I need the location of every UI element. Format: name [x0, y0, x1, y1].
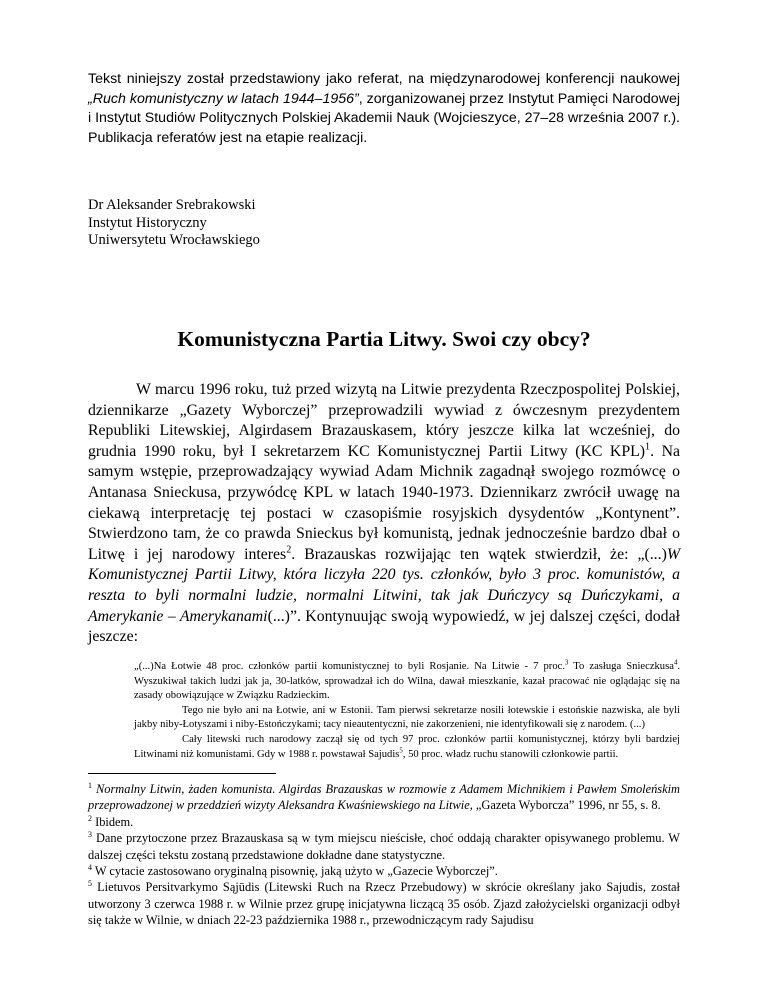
footnote-3-text: Dane przytoczone przez Brazauskasa są w tym miejscu nieścisłe, choć oddają charakter opisywanego problemu. W dalszej części tekstu zostaną przedstawione dokładne dane statystyczne.: [88, 831, 680, 862]
quote-text-1c: . Wyszukiwał takich ludzi jak ja, 30-latków, sprowadzał ich do Wilna, dawał mieszkanie, kazał pracować nie oglądając się na zasady obowiązujące w Związku Radzieckim.: [134, 661, 680, 702]
body-text-1: W marcu 1996 roku, tuż przed wizytą na Litwie prezydenta Rzeczpospolitej Polskiej, dziennikarze „Gazety Wyborczej” przeprowadzili wywiad z ówczesnym prezydentem Republiki Litewskiej, Algirdasem Brazauskasem, który jeszcze kilka lat wcześniej, do grudnia 1990 roku, był I sekretarzem KC Komunistycznej Partii Litwy (KC KPL): [88, 381, 680, 460]
footnote-number: 2: [88, 813, 92, 823]
author-block: [88, 197, 260, 250]
body-quote-italic: W Komunistycznej Partii Litwy, która liczyła 220 tys. członków, było 3 proc. komunistów, a reszta to byli normalni ludzie, normalni Litwini, tak jak Duńczycy są Duńczykami, a Amerykanie – Amerykanami: [88, 545, 681, 625]
footnote-ref-2: 2: [286, 544, 292, 556]
footnote-5-text: Lietuvos Persitvarkymo Sąjūdis (Litewski Ruch na Rzecz Przebudowy) w skrócie określany jako Sajudis, został utworzony 3 czerwca 1988 r. w Wilnie przez grupę inicjatywna liczącą 35 osób. Zjazd założycielski organizacji odbył się także w Wilnie, w dniach 22-23 października 1988 r., przewodniczącym rady Sajudisu: [88, 880, 680, 928]
body-text-4: (...)”. Kontynuując swoją wypowiedź, w jej dalszej części, dodał jeszcze:: [88, 607, 680, 646]
footnote-number: 1: [88, 780, 92, 790]
body-paragraph: [88, 380, 680, 648]
footnote-number: 4: [88, 862, 92, 872]
body-text-3: . Brazauskas rozwijając ten wątek stwierdził, że: „(...): [291, 545, 667, 563]
footnote-1-text: , „Gazeta Wyborcza” 1996, nr 55, s. 8.: [469, 798, 661, 813]
conference-note-text: Tekst niniejszy został przedstawiony jako referat, na międzynarodowej konferencji naukowej: [88, 71, 680, 87]
footnote-2: [88, 814, 680, 830]
footnote-5: [88, 879, 680, 928]
quote-paragraph-2: Tego nie było ani na Łotwie, ani w Estonii. Tam pierwsi sekretarze nosili łotewskie i estońskie nazwiska, ale byli jakby niby-Łotyszami i niby-Estończykami; tacy nieautentyczni, nie zakorzenieni, nie identyfikowali się z narodem. (...): [134, 704, 680, 731]
footnote-1-italic: Normalny Litwin, żaden komunista. Algirdas Brazauskas w rozmowie z Adamem Michnikiem i Pawłem Smoleńskim przeprowadzonej w przeddzień wizyty Aleksandra Kwaśniewskiego na Litwie: [88, 782, 680, 813]
footnote-ref-4: 4: [673, 659, 678, 667]
author-name: Dr Aleksander Srebrakowski: [88, 197, 256, 213]
quote-paragraph-1: [134, 660, 680, 704]
body-text-2: . Na samym wstępie, przeprowadzający wywiad Adam Michnik zagadnął swojego rozmówcę o Antanasa Snieckusa, przywódcę KPL w latach 1940-1973. Dziennikarz zwrócił uwagę na ciekawą interpretację tej postaci w czasopiśmie rosyjskich dysydentów „Kontynent”. Stwierdzono tam, że co prawda Snieckus był komunistą, jednak jednocześnie bardzo dbał o Litwę i jej narodowy interes: [88, 442, 681, 563]
paper-title: Komunistyczna Partia Litwy. Swoi czy obcy?: [177, 327, 591, 351]
footnote-separator: [88, 773, 276, 774]
quote-text-3b: , 50 proc. władz ruchu stanowili członkowie partii.: [402, 748, 619, 760]
quote-text-1a: „(...)Na Łotwie 48 proc. członków partii komunistycznej to byli Rosjanie. Na Litwie - 7 proc.: [134, 661, 565, 672]
footnote-ref-1: 1: [645, 441, 651, 453]
quote-text-1b: To zasługa Snieczkusa: [568, 661, 674, 672]
conference-note: [88, 70, 680, 148]
footnote-3: [88, 830, 680, 863]
footnote-2-text: Ibidem.: [95, 814, 134, 829]
footnote-number: 5: [88, 879, 92, 889]
author-university: Uniwersytetu Wrocławskiego: [88, 232, 260, 248]
quote-paragraph-3: [134, 733, 680, 762]
footnote-1: [88, 781, 680, 814]
footnote-4: [88, 863, 680, 879]
footnote-ref-3: 3: [564, 659, 569, 667]
quote-text-3a: Cały litewski ruch narodowy zaczął się od tych 97 proc. członków partii komunistycznej, którzy byli bardziej Litwinami niż komunistami. Gdy w 1988 r. powstawał Sajudis: [134, 733, 680, 760]
footnote-number: 3: [88, 830, 92, 840]
footnote-ref-5: 5: [399, 747, 403, 755]
footnote-4-text: W cytacie zastosowano oryginalną pisownię, jaką użyto w „Gazecie Wyborczej”.: [94, 864, 498, 879]
conference-note-text-end: , zorganizowanej przez Instytut Pamięci Narodowej i Instytut Studiów Politycznych Polskiej Akademii Nauk (Wojcieszyce, 27–28 września 2007 r.). Publikacja referatów jest na etapie realizacji.: [88, 90, 680, 146]
footnotes: [88, 781, 680, 929]
author-institute: Instytut Historyczny: [88, 214, 207, 231]
conference-title: „Ruch komunistyczny w latach 1944–1956”: [88, 90, 359, 107]
block-quote: [134, 660, 680, 762]
